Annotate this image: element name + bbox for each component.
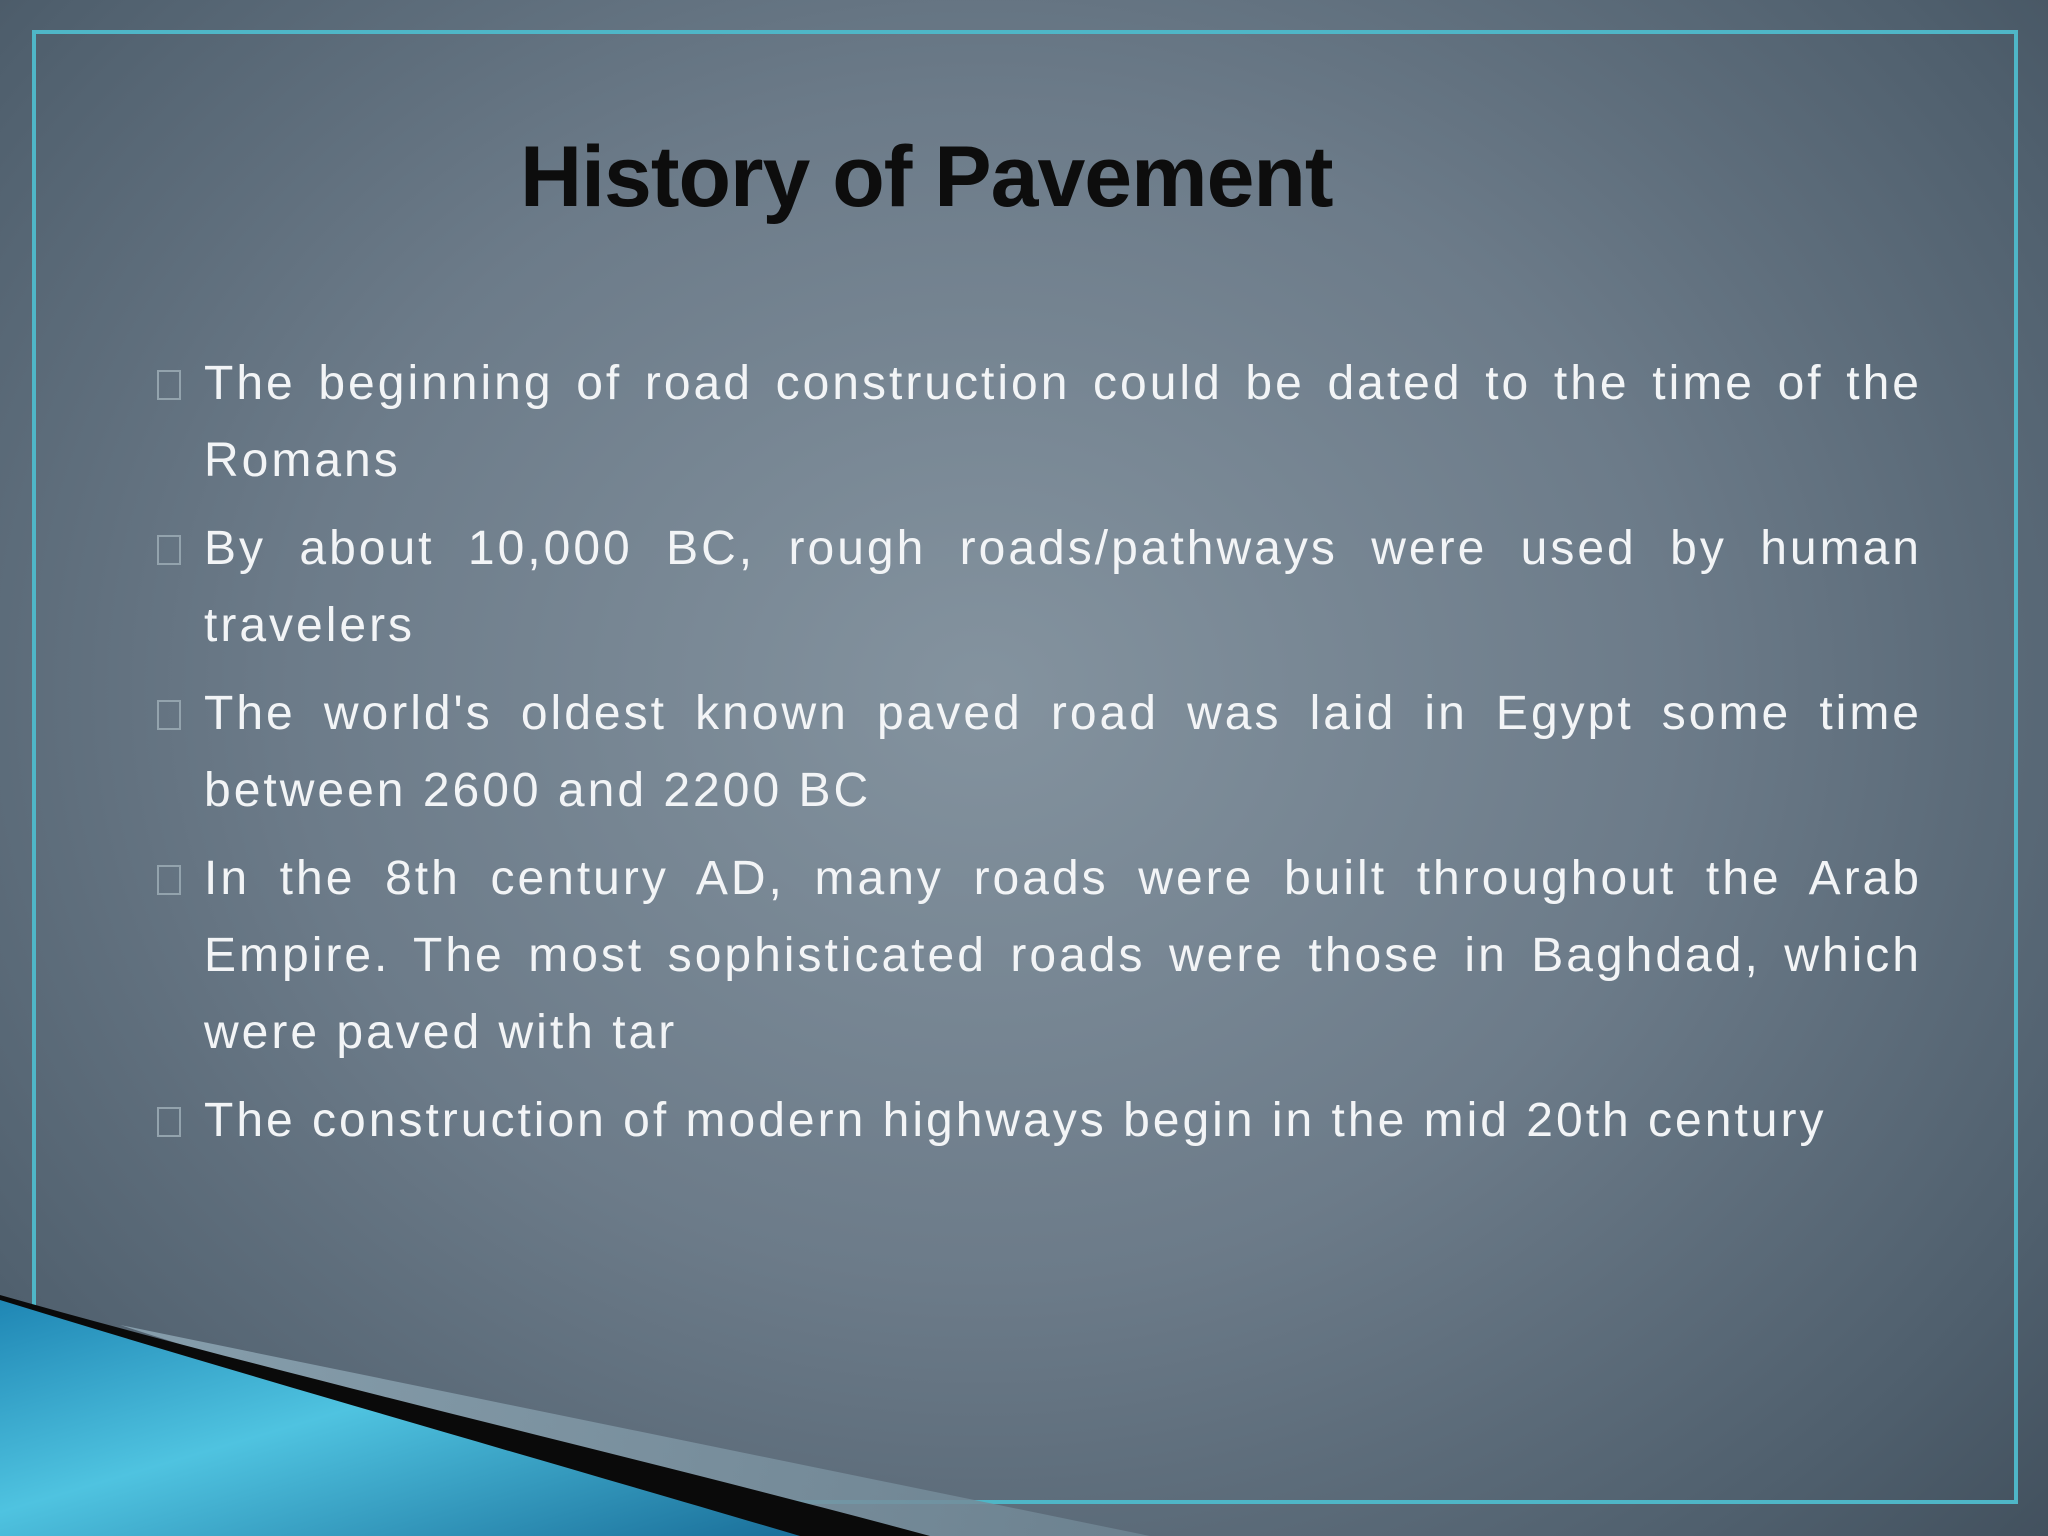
box-bullet-icon bbox=[157, 1107, 181, 1137]
box-bullet-icon bbox=[157, 535, 181, 565]
box-bullet-icon bbox=[157, 700, 181, 730]
box-bullet-icon bbox=[157, 865, 181, 895]
bullet-text: In the 8th century AD, many roads were built throughout the Arab Empire. The most sophisticated roads were those in Baghdad, which were paved with tar bbox=[204, 852, 1922, 1059]
bullet-item bbox=[152, 840, 1922, 1071]
slide-title: History of Pavement bbox=[520, 129, 1333, 225]
bullet-text: The world's oldest known paved road was laid in Egypt some time between 2600 and 2200 BC bbox=[204, 687, 1922, 817]
bullet-list bbox=[152, 345, 1922, 1170]
bullet-text: By about 10,000 BC, rough roads/pathways were used by human travelers bbox=[204, 522, 1922, 652]
box-bullet-icon bbox=[157, 370, 181, 400]
bullet-text: The beginning of road construction could be dated to the time of the Romans bbox=[204, 357, 1922, 487]
bullet-item bbox=[152, 345, 1922, 499]
bullet-text: The construction of modern highways begin in the mid 20th century bbox=[204, 1094, 1827, 1147]
bullet-item bbox=[152, 510, 1922, 664]
bullet-item bbox=[152, 1082, 1922, 1159]
bullet-item bbox=[152, 675, 1922, 829]
